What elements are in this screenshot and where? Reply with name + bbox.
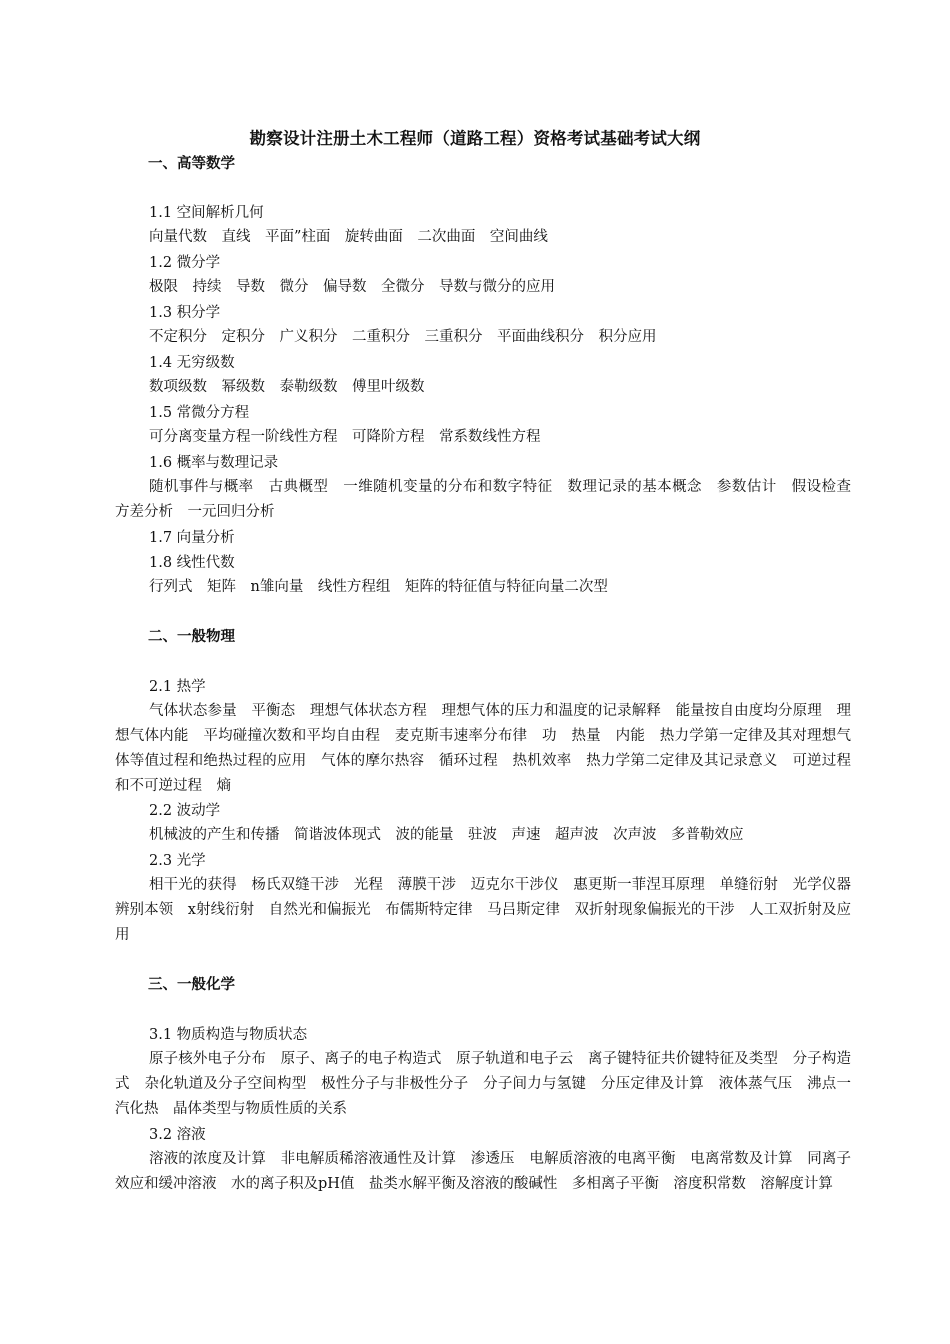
subsection-content: 溶液的浓度及计算 非电解质稀溶液通性及计算 渗透压 电解质溶液的电离平衡 电离常数及计算 同离子效应和缓冲溶液 水的离子积及pH值 盐类水解平衡及溶液的酸碱性 多相离子平衡 溶度积常数 溶解度计算 bbox=[115, 1151, 851, 1192]
subsection-title: 1.1 空间解析几何 bbox=[149, 205, 264, 221]
subsection-title: 3.2 溶液 bbox=[149, 1127, 206, 1143]
subsection-title: 2.3 光学 bbox=[149, 853, 206, 869]
subsection-title: 1.4 无穷级数 bbox=[149, 355, 235, 371]
subsection-content: 原子核外电子分布 原子、离子的电子构造式 原子轨道和电子云 离子键特征共价键特征及类型 分子构造式 杂化轨道及分子空间构型 极性分子与非极性分子 分子间力与氢键 分压定律及计算 液体蒸气压 沸点一 汽化热 晶体类型与物质性质的关系 bbox=[115, 1051, 866, 1117]
subsection-content: 极限 持续 导数 微分 偏导数 全微分 导数与微分的应用 bbox=[149, 279, 555, 295]
subsection-title: 1.7 向量分析 bbox=[149, 530, 235, 546]
subsection-title: 3.1 物质构造与物质状态 bbox=[149, 1027, 308, 1043]
subsection-title: 2.2 波动学 bbox=[149, 803, 221, 819]
subsection-title: 2.1 热学 bbox=[149, 679, 206, 695]
subsection-title: 1.8 线性代数 bbox=[149, 555, 235, 571]
subsection-title: 1.5 常微分方程 bbox=[149, 405, 250, 421]
subsection-content: 可分离变量方程一阶线性方程 可降阶方程 常系数线性方程 bbox=[149, 429, 541, 445]
subsection-title: 1.6 概率与数理记录 bbox=[149, 455, 279, 471]
subsection-content: 不定积分 定积分 广义积分 二重积分 三重积分 平面曲线积分 积分应用 bbox=[149, 329, 657, 345]
subsection-content: 相干光的获得 杨氏双缝干涉 光程 薄膜干涉 迈克尔干涉仪 惠更斯一菲涅耳原理 单缝衍射 光学仪器辨别本领 x射线衍射 自然光和偏振光 布儒斯特定律 马吕斯定律 双折射现象偏振光的干涉 人工双折射及应用 bbox=[115, 877, 851, 943]
subsection-content: 向量代数 直线 平面”柱面 旋转曲面 二次曲面 空间曲线 bbox=[149, 229, 548, 245]
subsection-content: 行列式 矩阵 n雏向量 线性方程组 矩阵的特征值与特征向量二次型 bbox=[149, 579, 608, 595]
subsection-title: 1.3 积分学 bbox=[149, 305, 221, 321]
subsection-content: 气体状态参量 平衡态 理想气体状态方程 理想气体的压力和温度的记录解释 能量按自由度均分原理 理想气体内能 平均碰撞次数和平均自由程 麦克斯韦速率分布律 功 热量 内能 热力学第一定律及其对理想气体等值过程和绝热过程的应用 气体的摩尔热容 循环过程 热机效率 热力学第二定律及其记录意义 可逆过程和不可逆过程 熵 bbox=[115, 703, 851, 794]
section-heading-physics: 二、一般物理 bbox=[148, 629, 235, 645]
subsection-content: 机械波的产生和传播 简谐波体现式 波的能量 驻波 声速 超声波 次声波 多普勒效应 bbox=[149, 827, 744, 843]
section-heading-math: 一、高等数学 bbox=[148, 156, 235, 172]
section-heading-chemistry: 三、一般化学 bbox=[148, 977, 235, 993]
subsection-title: 1.2 微分学 bbox=[149, 255, 221, 271]
document-title: 勘察设计注册土木工程师（道路工程）资格考试基础考试大纲 bbox=[249, 129, 701, 148]
subsection-content: 数项级数 幂级数 泰勒级数 傅里叶级数 bbox=[149, 379, 425, 395]
subsection-content: 随机事件与概率 古典概型 一维随机变量的分布和数字特征 数理记录的基本概念 参数估计 假设检查 方差分析 一元回归分析 bbox=[115, 479, 866, 520]
